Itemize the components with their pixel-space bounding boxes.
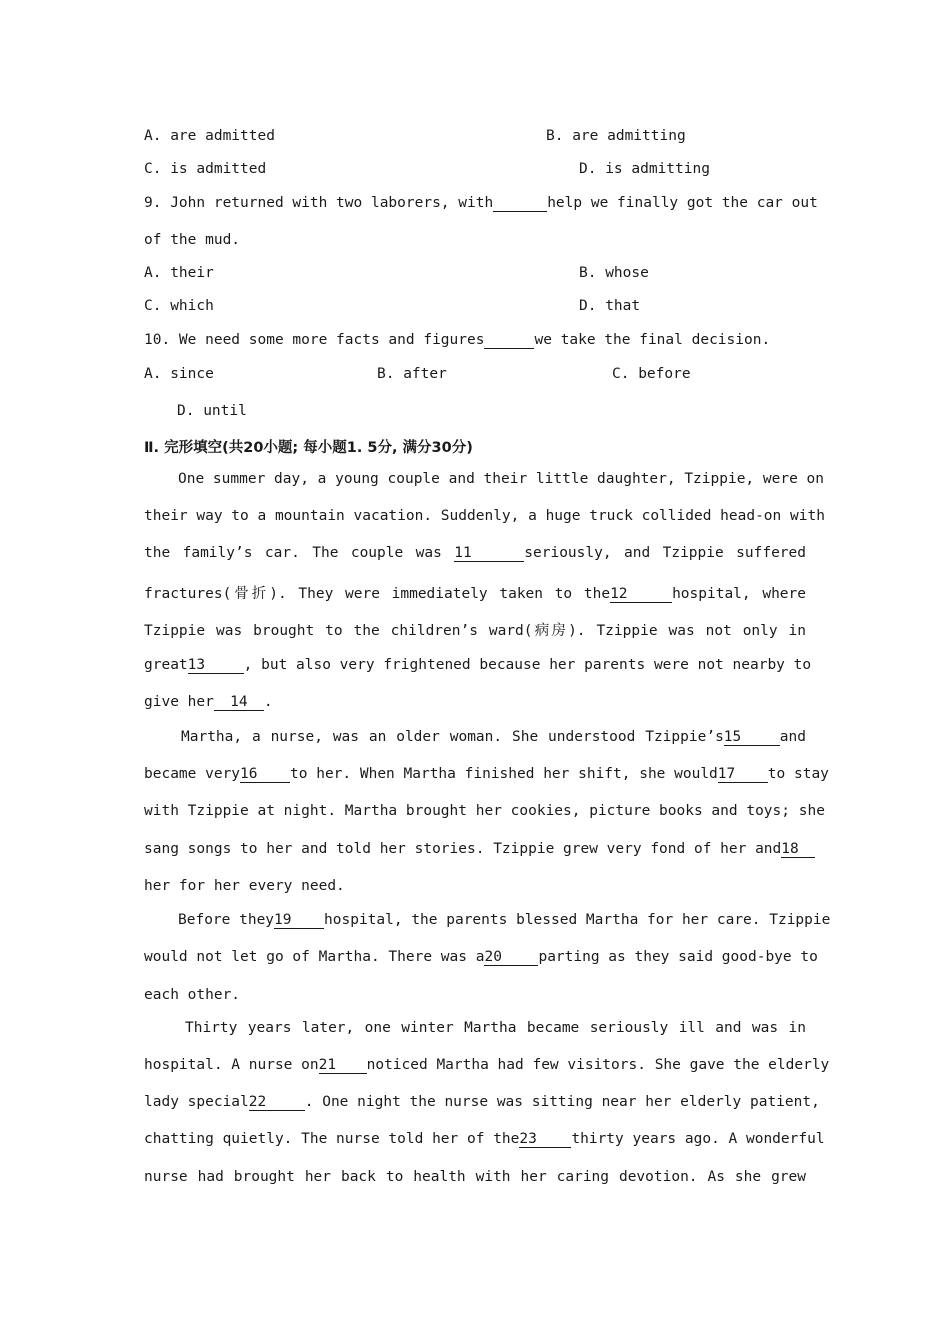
blank-15: 15 [724, 730, 780, 746]
p4-line4-pre: chatting quietly. The nurse told her of the [144, 1131, 520, 1147]
p3-line2-pre: would not let go of Martha. There was a [144, 949, 485, 965]
p3-line2-post: parting as they said good-bye to [538, 949, 818, 965]
q10-option-d: D. until [177, 403, 247, 419]
p4-line2-post: noticed Martha had few visitors. She gave the elderly [366, 1057, 830, 1073]
p3-line1-post: hospital, the parents blessed Martha for her care. Tzippie [324, 912, 831, 928]
p1-line7 [144, 694, 273, 711]
p1-line1: One summer day, a young couple and their little daughter, Tzippie, were on [178, 471, 825, 487]
p2-line2-mid: to her. When Martha finished her shift, she would [290, 766, 718, 782]
p3-line1-pre: Before they [178, 912, 275, 928]
p3-line1 [178, 912, 831, 929]
q10-option-b: B. after [377, 366, 447, 382]
q10-option-c: C. before [612, 366, 691, 382]
p1-line7-pre: give her [144, 694, 214, 710]
p1-line4-pre: fractures(骨折). They were immediately taken to the [144, 586, 611, 602]
p4-line1: Thirty years later, one winter Martha became seriously ill and was in [185, 1020, 806, 1036]
p1-line3 [144, 545, 806, 562]
blank-22: 22 [249, 1095, 305, 1111]
p3-line2 [144, 949, 818, 966]
p1-line3-pre: the family’s car. The couple was [144, 545, 442, 561]
p1-line2: their way to a mountain vacation. Suddenly, a huge truck collided head-on with [144, 508, 825, 524]
p2-line4 [144, 841, 806, 858]
p4-line4 [144, 1131, 825, 1148]
q9-stem-pre: 9. John returned with two laborers, with [144, 195, 494, 211]
blank-13: 13 [188, 658, 244, 674]
p2-line1-post: and [779, 729, 806, 745]
p4-line3 [144, 1094, 820, 1111]
p2-line1 [181, 729, 806, 746]
blank-21: 21 [319, 1058, 367, 1074]
q8-option-d: D. is admitting [579, 161, 710, 177]
blank-19: 19 [274, 913, 324, 929]
blank-16: 16 [240, 767, 290, 783]
q8-option-b: B. are admitting [546, 128, 686, 144]
p2-line2-pre: became very [144, 766, 241, 782]
section-heading: Ⅱ. 完形填空(共20小题; 每小题1. 5分, 满分30分) [144, 440, 473, 456]
q8-option-a: A. are admitted [144, 128, 275, 144]
blank-12: 12 [610, 587, 672, 603]
q9-option-b: B. whose [579, 265, 649, 281]
q10-blank [484, 333, 534, 349]
p2-line2-post: to stay [767, 766, 829, 782]
q10-stem-pre: 10. We need some more facts and figures [144, 332, 485, 348]
q9-stem-post: help we finally got the car out [547, 195, 818, 211]
p4-line2-pre: hospital. A nurse on [144, 1057, 319, 1073]
p2-line5: her for her every need. [144, 878, 345, 894]
blank-11: 11 [454, 546, 524, 562]
p2-line1-pre: Martha, a nurse, was an older woman. She understood Tzippie’s [181, 729, 724, 745]
q9-stem-line1 [144, 195, 818, 212]
p1-line6-post: , but also very frightened because her parents were not nearby to [243, 657, 812, 673]
p2-line2 [144, 766, 829, 783]
q9-blank [493, 196, 547, 212]
p2-line4-pre: sang songs to her and told her stories. Tzippie grew very fond of her and [144, 841, 782, 857]
blank-23: 23 [519, 1132, 571, 1148]
q10-stem-post: we take the final decision. [534, 332, 771, 348]
q10-option-a: A. since [144, 366, 214, 382]
q8-option-c: C. is admitted [144, 161, 267, 177]
p2-line3: with Tzippie at night. Martha brought her cookies, picture books and toys; she [144, 803, 825, 819]
p1-line7-post: . [263, 694, 273, 710]
blank-14: 14 [214, 695, 264, 711]
p1-line6 [144, 657, 812, 674]
p4-line3-post: . One night the nurse was sitting near her elderly patient, [304, 1094, 820, 1110]
q9-option-a: A. their [144, 265, 214, 281]
blank-18: 18 [781, 842, 815, 858]
p3-line3: each other. [144, 987, 241, 1003]
p4-line4-post: thirty years ago. A wonderful [571, 1131, 825, 1147]
p1-line5: Tzippie was brought to the children’s ward(病房). Tzippie was not only in [144, 623, 806, 639]
p1-line6-pre: great [144, 657, 188, 673]
p1-line4-post: hospital, where [672, 586, 806, 602]
p4-line3-pre: lady special [144, 1094, 249, 1110]
blank-20: 20 [484, 950, 538, 966]
q9-stem-line2: of the mud. [144, 232, 241, 248]
q9-option-d: D. that [579, 298, 641, 314]
q9-option-c: C. which [144, 298, 214, 314]
p4-line5: nurse had brought her back to health with her caring devotion. As she grew [144, 1169, 806, 1185]
p4-line2 [144, 1057, 830, 1074]
p1-line3-post: seriously, and Tzippie suffered [524, 545, 806, 561]
q10-stem [144, 332, 770, 349]
p1-line4 [144, 582, 806, 603]
blank-17: 17 [718, 767, 768, 783]
